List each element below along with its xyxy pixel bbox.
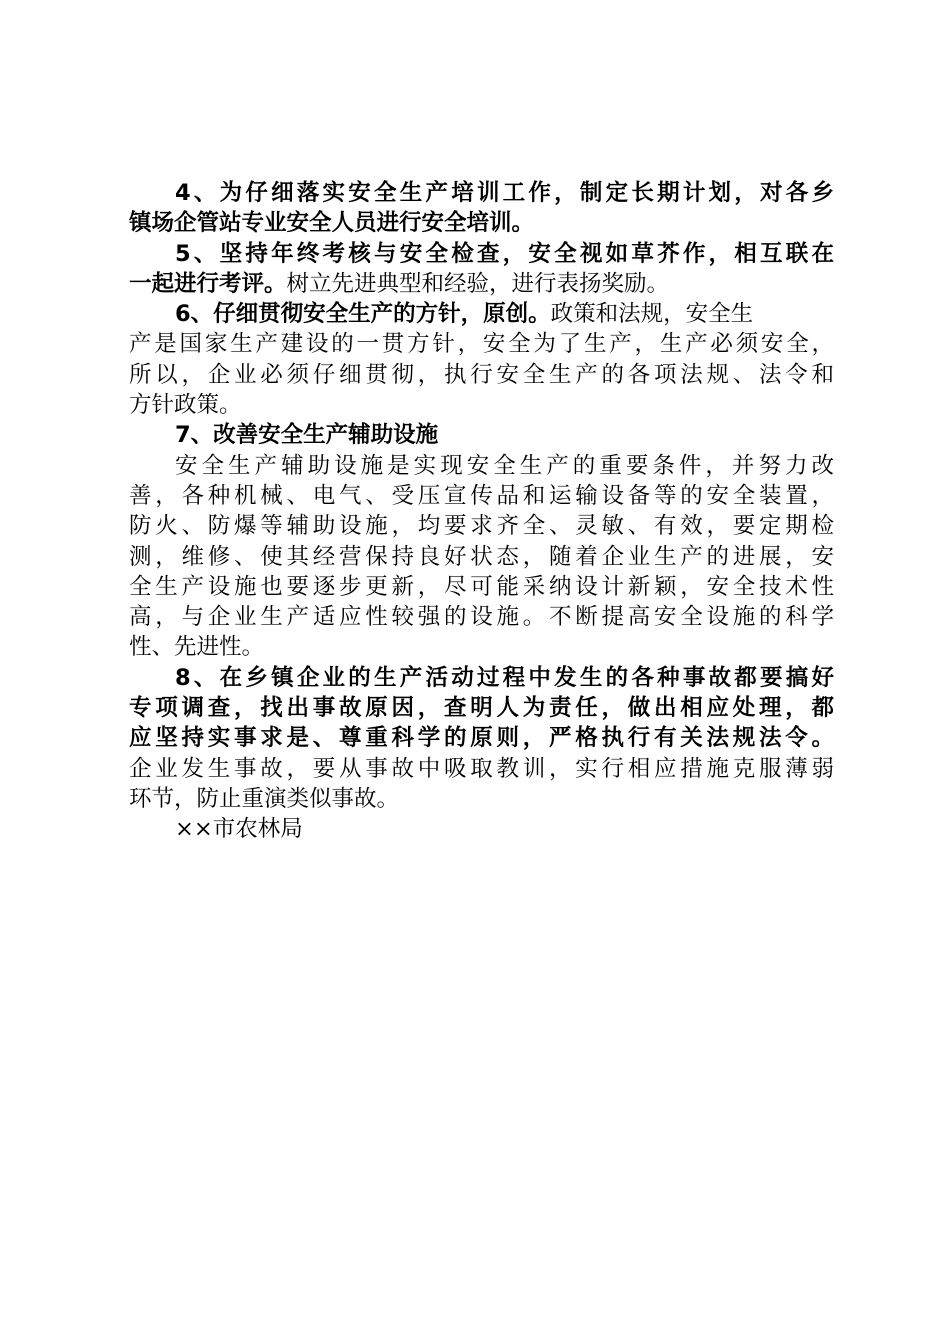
paragraph-item-5-line-1: 5、坚持年终考核与安全检查，安全视如草芥作，相互联在 [175, 240, 834, 267]
paragraph-item-5-line-2 [129, 269, 834, 299]
paragraph-item-7-line-5: 全生产设施也要逐步更新，尽可能采纳设计新颖，安全技术性 [129, 573, 834, 600]
signature-organization: ××市农林局 [175, 816, 303, 843]
paragraph-item-6-line-1 [129, 299, 834, 329]
paragraph-item-8-line-3: 应坚持实事求是、尊重科学的原则，严格执行有关法规法令。 [129, 725, 834, 752]
paragraph-item-6-bold-fragment: 6、仔细贯彻安全生产的方针，原创。 [175, 301, 551, 328]
paragraph-item-7-line-4: 测，维修、使其经营保持良好状态，随着企业生产的进展，安 [129, 543, 834, 570]
document-body [129, 178, 834, 845]
paragraph-item-7-line-1: 安全生产辅助设施是实现安全生产的重要条件，并努力改 [175, 452, 834, 479]
paragraph-item-6-line-3: 所以，企业必须仔细贯彻，执行安全生产的各项法规、法令和 [129, 361, 834, 388]
paragraph-item-8-line-4: 企业发生事故，要从事故中吸取教训，实行相应措施克服薄弱 [129, 755, 834, 782]
paragraph-item-7-line-2: 善，各种机械、电气、受压宣传品和运输设备等的安全装置， [129, 482, 834, 509]
paragraph-item-8-line-1: 8、在乡镇企业的生产活动过程中发生的各种事故都要搞好 [175, 664, 834, 691]
paragraph-item-5-normal-fragment: 树立先进典型和经验，进行表扬奖励。 [286, 270, 670, 297]
paragraph-item-6-normal-fragment: 政策和法规，安全生 [550, 301, 754, 328]
paragraph-item-4-line-1: 4、为仔细落实安全生产培训工作，制定长期计划，对各乡 [175, 180, 834, 206]
paragraph-item-7-line-7: 性、先进性。 [129, 634, 265, 661]
paragraph-item-5-bold-fragment: 一起进行考评。 [129, 270, 287, 297]
paragraph-item-8-line-2: 专项调查，找出事故原因，查明人为责任，做出相应处理，都 [129, 695, 834, 722]
paragraph-item-8-line-5: 环节，防止重演类似事故。 [129, 785, 400, 812]
paragraph-item-6-line-4: 方针政策。 [129, 392, 242, 419]
paragraph-item-6-line-2: 产是国家生产建设的一贯方针，安全为了生产，生产必须安全， [129, 331, 834, 358]
paragraph-item-7-line-3: 防火、防爆等辅助设施，均要求齐全、灵敏、有效，要定期检 [129, 513, 834, 540]
paragraph-item-4-line-2: 镇场企管站专业安全人员进行安全培训。 [129, 210, 535, 237]
section-heading-item-7: 7、改善安全生产辅助设施 [175, 422, 439, 449]
paragraph-item-7-line-6: 高，与企业生产适应性较强的设施。不断提高安全设施的科学 [129, 604, 834, 631]
